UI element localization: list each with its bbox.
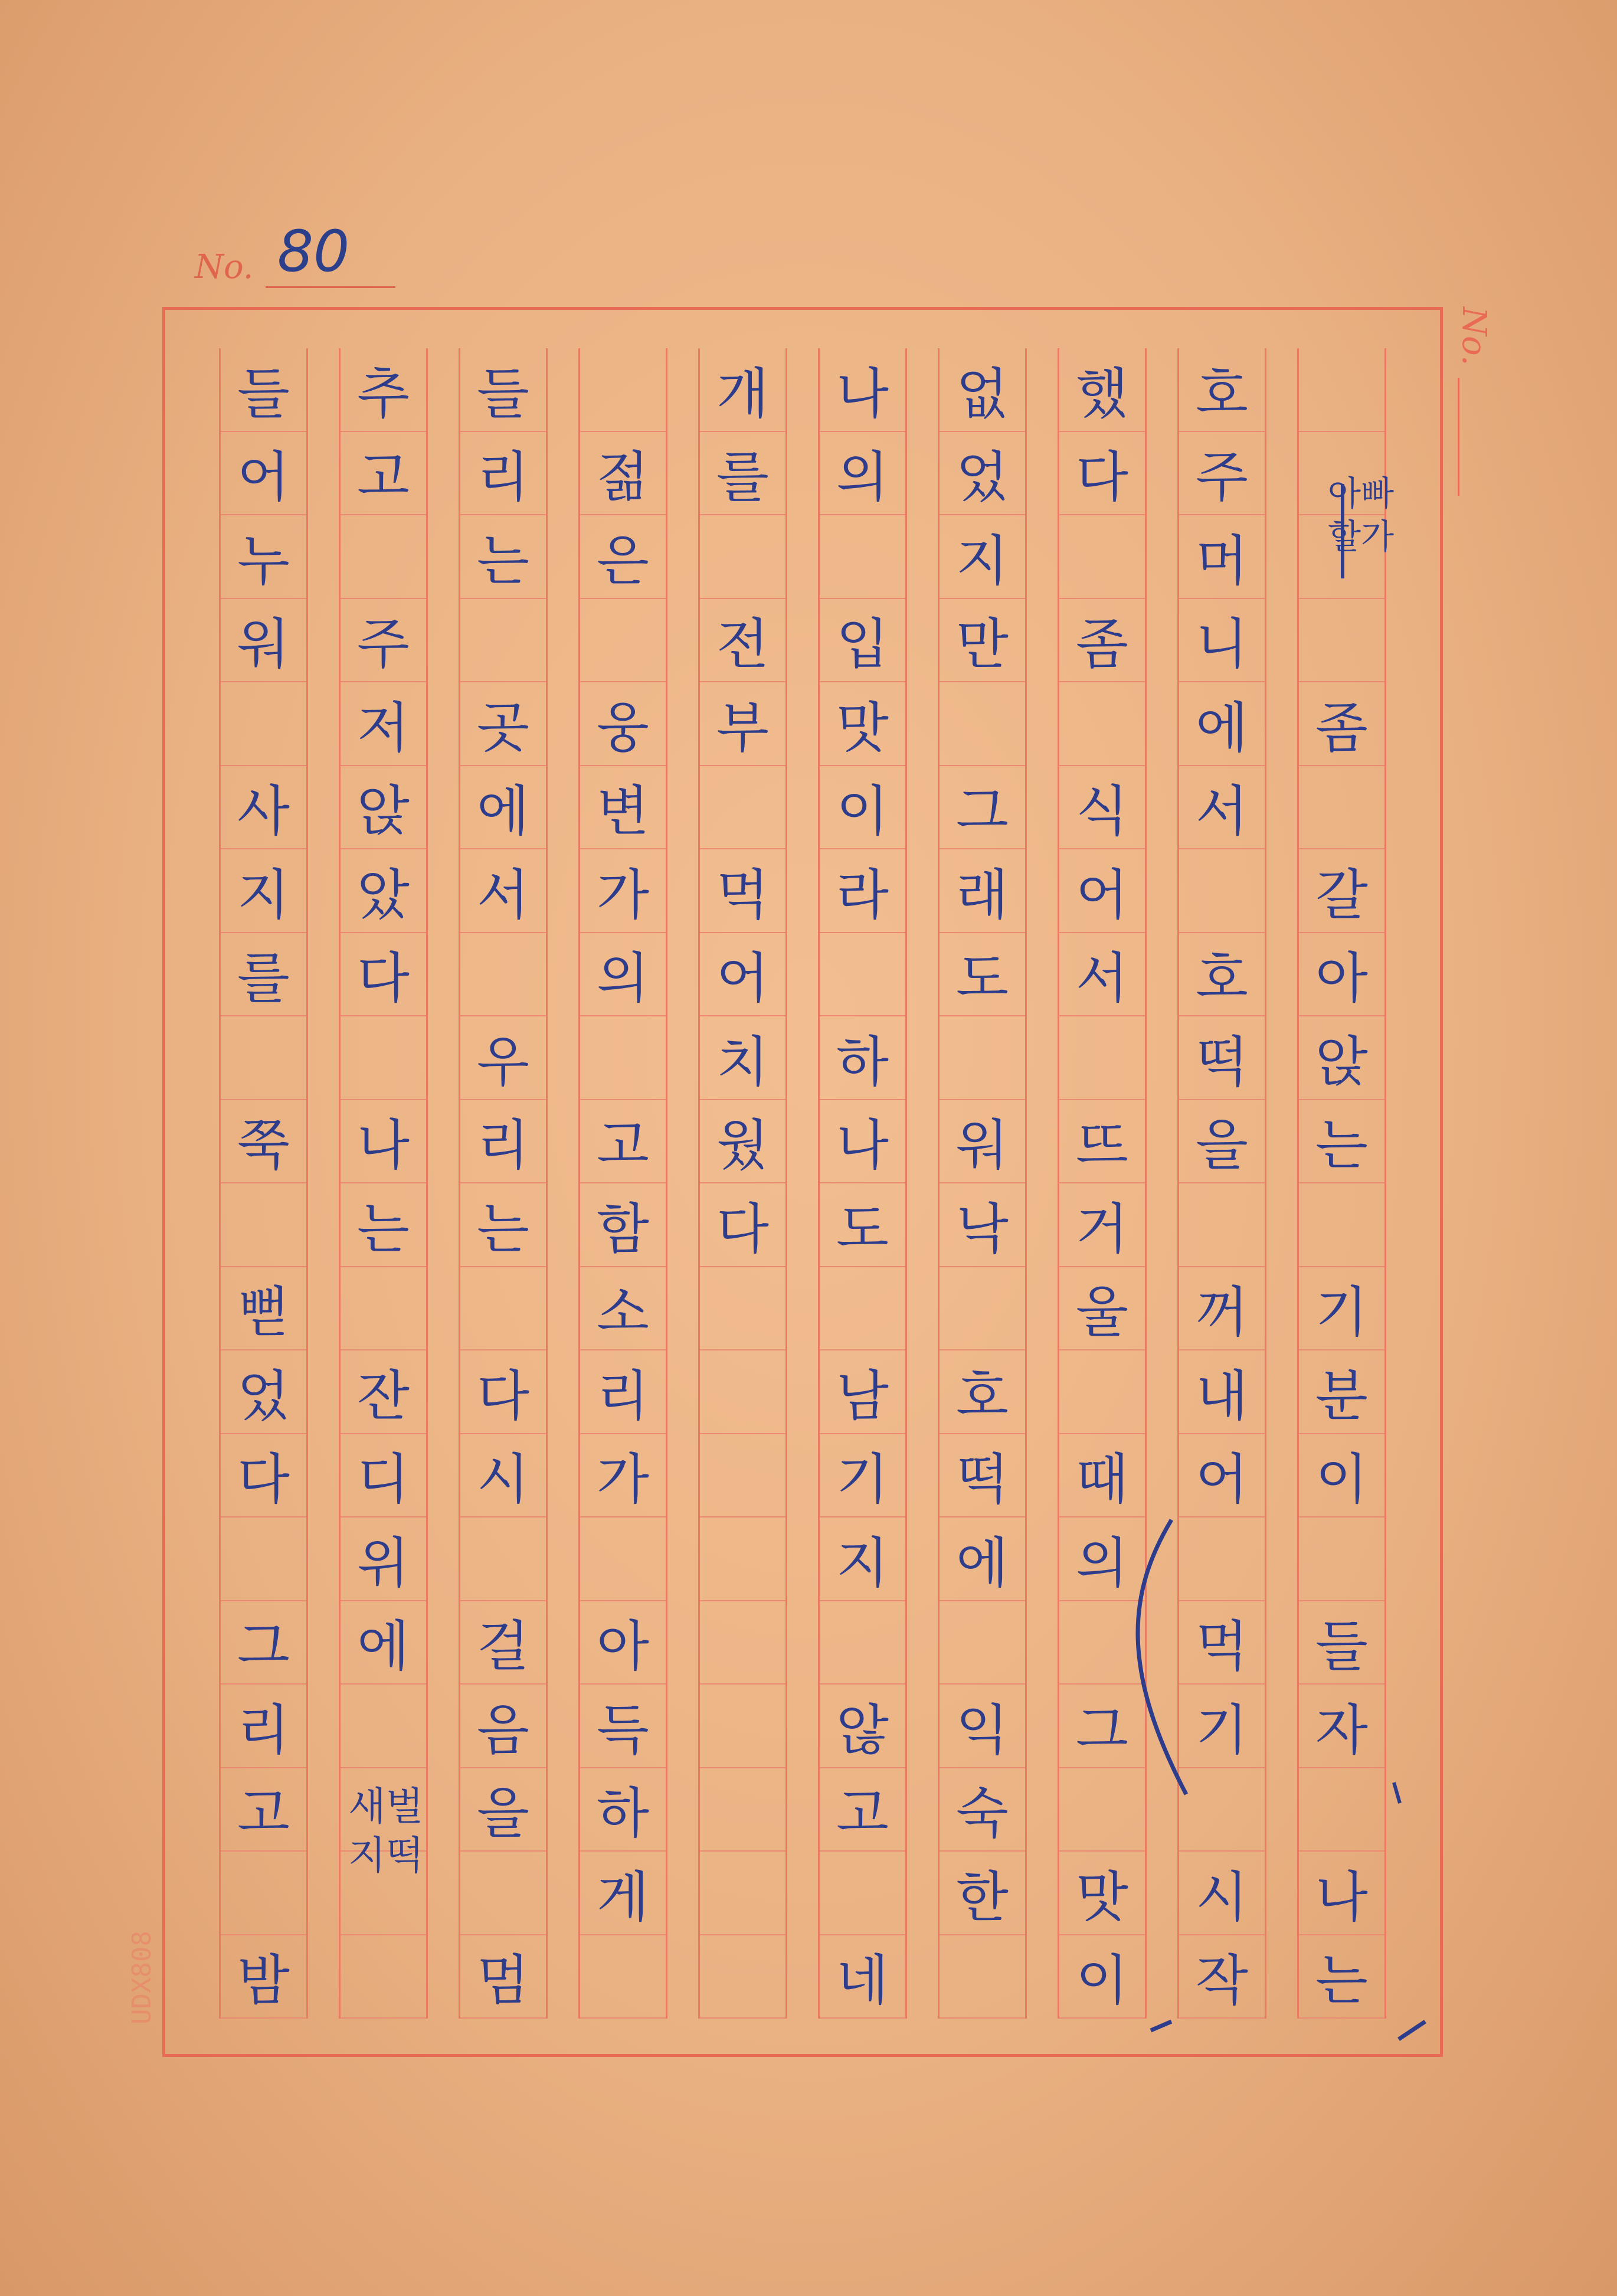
manuscript-cell: 그: [1059, 1685, 1144, 1768]
manuscript-cell: 입: [820, 599, 905, 683]
manuscript-cell: 머: [1179, 515, 1264, 599]
manuscript-cell: 었: [940, 432, 1024, 516]
manuscript-cell: 변: [580, 766, 665, 850]
manuscript-cell: 익: [940, 1685, 1024, 1768]
manuscript-cell: 아: [1299, 933, 1384, 1017]
manuscript-cell: 을: [1179, 1100, 1264, 1184]
manuscript-cell: 좀: [1299, 682, 1384, 766]
manuscript-cell: 부: [700, 682, 785, 766]
manuscript-cell: 의: [1059, 1517, 1144, 1601]
manuscript-cell: 아: [580, 1601, 665, 1685]
manuscript-cell: 자: [1299, 1685, 1384, 1768]
manuscript-cell: 하: [580, 1768, 665, 1852]
manuscript-cell: 기: [820, 1434, 905, 1518]
manuscript-cell: 숙: [940, 1768, 1024, 1852]
manuscript-cell: 리: [460, 432, 545, 516]
manuscript-cell: 도: [940, 933, 1024, 1017]
manuscript-cell: 지: [820, 1517, 905, 1601]
manuscript-cell: 다: [700, 1183, 785, 1267]
archive-stamp: UDX808: [127, 1931, 157, 2024]
manuscript-cell: 에: [341, 1601, 425, 1685]
manuscript-cell: 좀: [1059, 599, 1144, 683]
manuscript-cell: 리: [221, 1685, 306, 1768]
manuscript-cell: 워: [221, 599, 306, 683]
manuscript-cell: 은: [580, 515, 665, 599]
manuscript-cell: 만: [940, 599, 1024, 683]
manuscript-cell: 는: [1299, 1100, 1384, 1184]
manuscript-cell: 다: [1059, 432, 1144, 516]
manuscript-cell: 맛: [1059, 1852, 1144, 1935]
manuscript-cell: 웠: [700, 1100, 785, 1184]
manuscript-cell: 밤: [221, 1935, 306, 2019]
manuscript-cell: 주: [341, 599, 425, 683]
manuscript-cell: 누: [221, 515, 306, 599]
manuscript-cell: 에: [1179, 682, 1264, 766]
manuscript-cell: 서: [1059, 933, 1144, 1017]
manuscript-cell: 개: [700, 348, 785, 432]
manuscript-cell: 했: [1059, 348, 1144, 432]
bracket-mark: [1138, 1520, 1186, 1794]
manuscript-cell: 호: [1179, 348, 1264, 432]
manuscript-cell: 저: [341, 682, 425, 766]
manuscript-cell: 다: [341, 933, 425, 1017]
manuscript-cell: 그: [940, 766, 1024, 850]
manuscript-cell: 때: [1059, 1434, 1144, 1518]
manuscript-cell: 에: [460, 766, 545, 850]
manuscript-cell: 사: [221, 766, 306, 850]
manuscript-cell: 고: [221, 1768, 306, 1852]
manuscript-cell: 쭉: [221, 1100, 306, 1184]
manuscript-cell: 고: [820, 1768, 905, 1852]
manuscript-cell: 들: [460, 348, 545, 432]
manuscript-cell: 리: [460, 1100, 545, 1184]
manuscript-cell: 없: [940, 348, 1024, 432]
manuscript-cell: 음: [460, 1685, 545, 1768]
manuscript-cell: 남: [820, 1350, 905, 1434]
manuscript-cell: 을: [460, 1768, 545, 1852]
manuscript-cell: 이: [1059, 1935, 1144, 2019]
manuscript-cell: 리: [580, 1350, 665, 1434]
manuscript-cell: 울: [1059, 1267, 1144, 1351]
manuscript-cell: 소: [580, 1267, 665, 1351]
manuscript-cell: 갈: [1299, 849, 1384, 933]
manuscript-cell: 낙: [940, 1183, 1024, 1267]
manuscript-cell: 앉: [341, 766, 425, 850]
manuscript-cell: 거: [1059, 1183, 1144, 1267]
manuscript-cell: 나: [820, 348, 905, 432]
manuscript-cell: 들: [1299, 1601, 1384, 1685]
manuscript-cell: 나: [1299, 1852, 1384, 1935]
manuscript-cell: 이: [1299, 1434, 1384, 1518]
manuscript-cell: 한: [940, 1852, 1024, 1935]
manuscript-cell: 먹: [700, 849, 785, 933]
manuscript-cell: 꺼: [1179, 1267, 1264, 1351]
manuscript-cell: 래: [940, 849, 1024, 933]
manuscript-cell: 의: [820, 432, 905, 516]
manuscript-cell: 잔: [341, 1350, 425, 1434]
manuscript-cell: 어: [1179, 1434, 1264, 1518]
manuscript-cell: 고: [341, 432, 425, 516]
manuscript-cell: 시: [460, 1434, 545, 1518]
manuscript-cell: 멈: [460, 1935, 545, 2019]
manuscript-cell: 전: [700, 599, 785, 683]
manuscript-cell: 위: [341, 1517, 425, 1601]
manuscript-cell: 뜨: [1059, 1100, 1144, 1184]
manuscript-cell: 워: [940, 1100, 1024, 1184]
manuscript-cell: 어: [221, 432, 306, 516]
manuscript-cell: 를: [700, 432, 785, 516]
manuscript-cell: 득: [580, 1685, 665, 1768]
margin-note-bottom: 새벌 지떡: [348, 1784, 424, 1878]
manuscript-cell: 하: [820, 1016, 905, 1100]
manuscript-cell: 의: [580, 933, 665, 1017]
manuscript-cell: 우: [460, 1016, 545, 1100]
manuscript-cell: 고: [580, 1100, 665, 1184]
manuscript-cell: 앉: [1299, 1016, 1384, 1100]
manuscript-cell: 니: [1179, 599, 1264, 683]
comma-mark: [1394, 1782, 1400, 1803]
manuscript-cell: 를: [221, 933, 306, 1017]
manuscript-cell: 주: [1179, 432, 1264, 516]
manuscript-cell: 어: [700, 933, 785, 1017]
manuscript-cell: 는: [1299, 1935, 1384, 2019]
manuscript-cell: 함: [580, 1183, 665, 1267]
manuscript-cell: 뻗: [221, 1267, 306, 1351]
manuscript-cell: 지: [940, 515, 1024, 599]
manuscript-cell: 서: [1179, 766, 1264, 850]
manuscript-cell: 디: [341, 1434, 425, 1518]
manuscript-cell: 시: [1179, 1852, 1264, 1935]
manuscript-cell: 는: [341, 1183, 425, 1267]
manuscript-cell: 웅: [580, 682, 665, 766]
manuscript-cell: 맛: [820, 682, 905, 766]
no-label: No.: [195, 248, 254, 286]
manuscript-cell: 가: [580, 1434, 665, 1518]
manuscript-cell: 들: [221, 348, 306, 432]
manuscript-cell: 서: [460, 849, 545, 933]
manuscript-cell: 도: [820, 1183, 905, 1267]
manuscript-cell: 먹: [1179, 1601, 1264, 1685]
manuscript-cell: 나: [820, 1100, 905, 1184]
manuscript-cell: 호: [1179, 933, 1264, 1017]
manuscript-cell: 젊: [580, 432, 665, 516]
manuscript-cell: 걸: [460, 1601, 545, 1685]
manuscript-cell: 가: [580, 849, 665, 933]
manuscript-cell: 네: [820, 1935, 905, 2019]
manuscript-cell: 작: [1179, 1935, 1264, 2019]
manuscript-cell: 다: [460, 1350, 545, 1434]
manuscript-cell: 지: [221, 849, 306, 933]
manuscript-cell: 어: [1059, 849, 1144, 933]
manuscript-cell: 이: [820, 766, 905, 850]
manuscript-cell: 그: [221, 1601, 306, 1685]
manuscript-cell: 나: [341, 1100, 425, 1184]
manuscript-cell: 는: [460, 1183, 545, 1267]
page-number: 80: [277, 218, 350, 284]
manuscript-cell: 기: [1299, 1267, 1384, 1351]
manuscript-cell: 었: [221, 1350, 306, 1434]
end-mark-left: [1151, 2022, 1171, 2030]
manuscript-cell: 라: [820, 849, 905, 933]
margin-note-top: 아빠 할가: [1328, 473, 1395, 557]
manuscript-cell: 았: [341, 849, 425, 933]
manuscript-cell: 분: [1299, 1350, 1384, 1434]
manuscript-cell: 기: [1179, 1685, 1264, 1768]
manuscript-cell: 다: [221, 1434, 306, 1518]
manuscript-cell: 추: [341, 348, 425, 432]
end-mark-right: [1399, 2022, 1425, 2039]
manuscript-cell: 떡: [1179, 1016, 1264, 1100]
manuscript-cell: 곳: [460, 682, 545, 766]
manuscript-cell: 는: [460, 515, 545, 599]
manuscript-cell: 게: [580, 1852, 665, 1935]
manuscript-cell: 내: [1179, 1350, 1264, 1434]
manuscript-cell: 식: [1059, 766, 1144, 850]
manuscript-cell: 않: [820, 1685, 905, 1768]
manuscript-cell: 호: [940, 1350, 1024, 1434]
manuscript-cell: 떡: [940, 1434, 1024, 1518]
manuscript-cell: 치: [700, 1016, 785, 1100]
right-no-label: No.: [1455, 307, 1493, 366]
manuscript-cell: 에: [940, 1517, 1024, 1601]
